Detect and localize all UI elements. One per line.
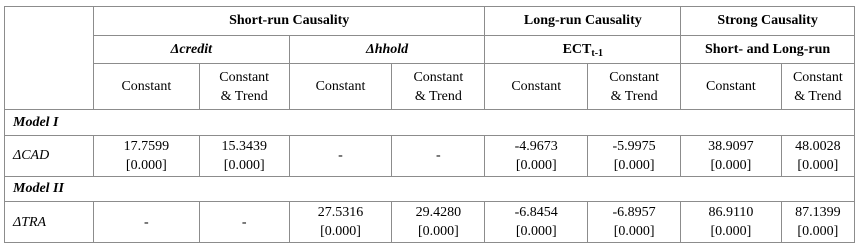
- header-row-1: [5, 7, 855, 36]
- p-value: [0.000]: [710, 224, 752, 240]
- constant-header: Constant: [681, 64, 781, 110]
- hhold-header: Δhhold: [289, 35, 485, 64]
- p-value: [0.000]: [125, 157, 167, 173]
- constant-trend-header: [392, 64, 485, 110]
- value-cell: [781, 135, 854, 176]
- coefficient-value: 27.5316: [317, 205, 364, 221]
- constant-trend-line1: Constant: [609, 69, 659, 85]
- value-cell: [781, 202, 854, 243]
- constant-trend-line1: Constant: [792, 69, 843, 85]
- long-run-header: Long-run Causality: [485, 7, 681, 36]
- constant-trend-line2: & Trend: [414, 88, 462, 104]
- data-row: [5, 202, 855, 243]
- data-row: [5, 135, 855, 176]
- coefficient-value: 15.3439: [221, 138, 267, 154]
- strong-header: Strong Causality: [681, 7, 855, 36]
- value-cell: [199, 135, 289, 176]
- coefficient-value: -4.9673: [514, 138, 558, 154]
- coefficient-value: -: [143, 214, 149, 230]
- ect-label: ECT: [562, 41, 592, 57]
- p-value: [0.000]: [797, 224, 839, 240]
- constant-trend-header: [588, 64, 681, 110]
- p-value: [0.000]: [223, 157, 265, 173]
- value-cell: [681, 202, 781, 243]
- value-cell: [199, 202, 289, 243]
- ect-header: [485, 35, 681, 64]
- header-row-3: [5, 64, 855, 110]
- ect-subscript: t-1: [591, 47, 604, 59]
- causality-table: [4, 6, 855, 243]
- value-cell: [588, 202, 681, 243]
- coefficient-value: 17.7599: [123, 138, 170, 154]
- p-value: [0.000]: [710, 157, 752, 173]
- short-run-header: Short-run Causality: [93, 7, 484, 36]
- p-value: [0.000]: [797, 157, 839, 173]
- coefficient-value: -: [338, 148, 343, 164]
- coefficient-value: -5.9975: [612, 138, 656, 154]
- value-cell: [289, 135, 392, 176]
- value-cell: [681, 135, 781, 176]
- coefficient-value: -6.8454: [514, 205, 558, 221]
- coefficient-value: 86.9110: [708, 205, 754, 221]
- coefficient-value: -: [436, 148, 441, 164]
- model-row: [5, 110, 855, 136]
- corner-cell: [5, 7, 94, 110]
- constant-trend-header: [199, 64, 289, 110]
- constant-header: Constant: [289, 64, 392, 110]
- value-cell: [93, 202, 199, 243]
- value-cell: [392, 202, 485, 243]
- constant-header: Constant: [485, 64, 588, 110]
- model-label: Model II: [5, 176, 855, 202]
- constant-trend-line1: Constant: [413, 69, 464, 85]
- p-value: [0.000]: [515, 224, 557, 240]
- coefficient-value: -: [241, 214, 247, 230]
- constant-trend-line2: & Trend: [220, 88, 268, 104]
- coefficient-value: -6.8957: [612, 205, 656, 221]
- constant-trend-line2: & Trend: [610, 88, 658, 104]
- value-cell: [392, 135, 485, 176]
- constant-trend-line2: & Trend: [794, 88, 842, 104]
- short-long-header: Short- and Long-run: [681, 35, 855, 64]
- row-label: ΔCAD: [5, 135, 94, 176]
- p-value: [0.000]: [320, 224, 361, 240]
- credit-header: Δcredit: [93, 35, 289, 64]
- value-cell: [289, 202, 392, 243]
- coefficient-value: 48.0028: [795, 138, 841, 154]
- constant-trend-line1: Constant: [219, 69, 270, 85]
- value-cell: [485, 202, 588, 243]
- value-cell: [93, 135, 199, 176]
- model-label: Model I: [5, 110, 855, 136]
- coefficient-value: 38.9097: [708, 138, 754, 154]
- row-label: ΔTRA: [5, 202, 94, 243]
- p-value: [0.000]: [613, 224, 655, 240]
- p-value: [0.000]: [515, 157, 557, 173]
- constant-trend-header: [781, 64, 854, 110]
- header-row-2: [5, 35, 855, 64]
- value-cell: [485, 135, 588, 176]
- p-value: [0.000]: [417, 224, 459, 240]
- constant-header: Constant: [93, 64, 199, 110]
- coefficient-value: 29.4280: [415, 205, 462, 221]
- value-cell: [588, 135, 681, 176]
- p-value: [0.000]: [613, 157, 655, 173]
- coefficient-value: 87.1399: [795, 205, 841, 221]
- model-row: [5, 176, 855, 202]
